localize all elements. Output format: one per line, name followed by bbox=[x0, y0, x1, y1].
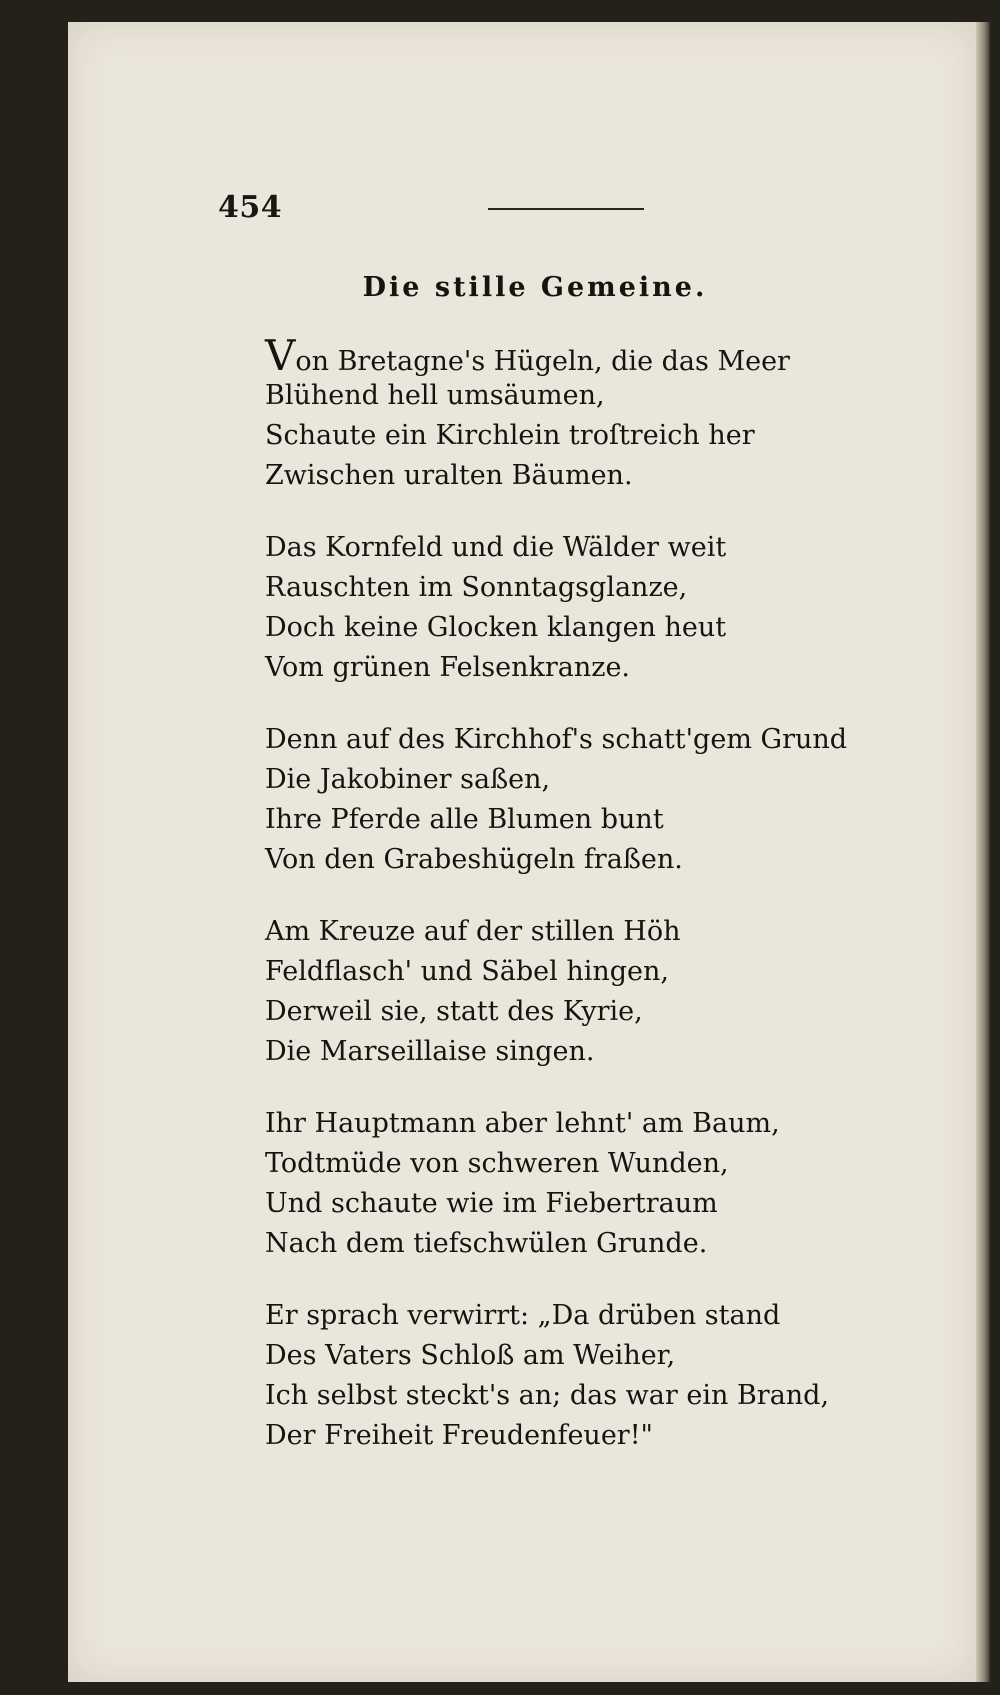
poem-line: Ihr Hauptmann aber lehnt' am Baum, bbox=[265, 1108, 780, 1139]
poem-line: Der Freiheit Freudenfeuer!" bbox=[265, 1420, 653, 1451]
poem-line: Und schaute wie im Fiebertraum bbox=[265, 1188, 718, 1219]
running-header bbox=[218, 190, 918, 230]
poem-body bbox=[265, 331, 885, 1488]
poem-line: Die Marseillaise singen. bbox=[265, 1036, 595, 1067]
poem-line: Vom grünen Felsenkranze. bbox=[265, 652, 631, 683]
poem-line: Von Bretagne's Hügeln, die das Meer bbox=[265, 331, 790, 380]
stanza bbox=[265, 331, 885, 496]
poem-title: Die stille Gemeine. bbox=[362, 272, 708, 303]
header-rule bbox=[488, 208, 644, 210]
poem-line: Ich selbst steckt's an; das war ein Brand, bbox=[265, 1380, 830, 1411]
page-edge bbox=[976, 22, 990, 1682]
poem-line: Derweil sie, statt des Kyrie, bbox=[265, 996, 643, 1027]
poem-line: Todtmüde von schweren Wunden, bbox=[265, 1148, 729, 1179]
page-number: 454 bbox=[218, 190, 283, 225]
poem-line: Des Vaters Schloß am Weiher, bbox=[265, 1340, 676, 1371]
stanza bbox=[265, 1104, 885, 1264]
poem-line: Denn auf des Kirchhof's schatt'gem Grund bbox=[265, 724, 848, 755]
poem-line: Rauschten im Sonntagsglanze, bbox=[265, 572, 688, 603]
poem-line: Am Kreuze auf der stillen Höh bbox=[265, 916, 681, 947]
poem-line: Die Jakobiner saßen, bbox=[265, 764, 551, 795]
stanza bbox=[265, 1296, 885, 1456]
poem-line: Doch keine Glocken klangen heut bbox=[265, 612, 727, 643]
stanza bbox=[265, 720, 885, 880]
poem-line: Das Kornfeld und die Wälder weit bbox=[265, 532, 727, 563]
poem-line: Nach dem tiefschwülen Grunde. bbox=[265, 1228, 708, 1259]
poem-line: Feldflasch' und Säbel hingen, bbox=[265, 956, 669, 987]
stanza bbox=[265, 528, 885, 688]
poem-line: Zwischen uralten Bäumen. bbox=[265, 460, 633, 491]
poem-line: Schaute ein Kirchlein troſtreich her bbox=[265, 420, 755, 451]
poem-line: Ihre Pferde alle Blumen bunt bbox=[265, 804, 664, 835]
poem-line: Er sprach verwirrt: „Da drüben stand bbox=[265, 1300, 781, 1331]
poem-line: Blühend hell umsäumen, bbox=[265, 380, 605, 411]
poem-line: Von den Grabeshügeln fraßen. bbox=[265, 844, 683, 875]
stanza bbox=[265, 912, 885, 1072]
